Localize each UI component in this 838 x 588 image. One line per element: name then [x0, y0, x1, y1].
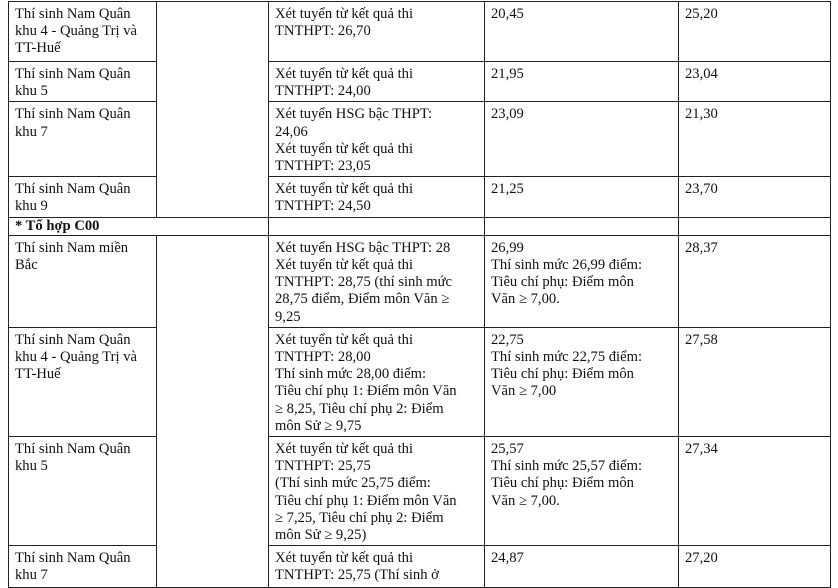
score-cell: 25,57 Thí sinh mức 25,57 điểm: Tiêu chí phụ: Điểm môn Văn ≥ 7,00.: [485, 437, 679, 546]
method-cell: Xét tuyển từ kết quả thi TNTHPT: 28,00 Thí sinh mức 28,00 điểm: Tiêu chí phụ 1: Điểm môn Văn ≥ 8,25, Tiêu chí phụ 2: Điểm môn Sử ≥ 9,75: [269, 327, 485, 436]
table-row: [9, 62, 831, 102]
score-cell: 27,20: [679, 546, 831, 588]
admission-score-table: [8, 1, 831, 588]
score-cell: 27,34: [679, 437, 831, 546]
table-row: [9, 437, 831, 546]
candidate-cell: Thí sinh Nam Quân khu 9: [9, 177, 157, 217]
candidate-cell: Thí sinh Nam Quân khu 7: [9, 102, 157, 177]
score-cell: 21,25: [485, 177, 679, 217]
score-cell: 24,87: [485, 546, 679, 588]
candidate-cell: Thí sinh Nam Quân khu 4 - Quảng Trị và TT-Huế: [9, 2, 157, 62]
candidate-cell: Thí sinh Nam Quân khu 7: [9, 546, 157, 588]
score-cell: 26,99 Thí sinh mức 26,99 điểm: Tiêu chí phụ: Điểm môn Văn ≥ 7,00.: [485, 235, 679, 327]
table-row: [9, 102, 831, 177]
candidate-cell: Thí sinh Nam Quân khu 5: [9, 62, 157, 102]
table-row: [9, 235, 831, 327]
group-heading: * Tổ hợp C00: [9, 217, 269, 235]
empty-cell: [679, 217, 831, 235]
candidate-cell: Thí sinh Nam Quân khu 5: [9, 437, 157, 546]
group-heading-row: [9, 217, 831, 235]
score-cell: 25,20: [679, 2, 831, 62]
table-row: [9, 2, 831, 62]
score-cell: 28,37: [679, 235, 831, 327]
candidate-cell: Thí sinh Nam Quân khu 4 - Quảng Trị và TT-Huế: [9, 327, 157, 436]
merged-empty-cell: [157, 235, 269, 587]
score-cell: 23,09: [485, 102, 679, 177]
score-cell: 21,95: [485, 62, 679, 102]
table-row: [9, 546, 831, 588]
table-row: [9, 177, 831, 217]
score-cell: 21,30: [679, 102, 831, 177]
empty-cell: [269, 217, 485, 235]
table-row: [9, 327, 831, 436]
method-cell: Xét tuyển HSG bậc THPT: 24,06 Xét tuyển từ kết quả thi TNTHPT: 23,05: [269, 102, 485, 177]
method-cell: Xét tuyển từ kết quả thi TNTHPT: 26,70: [269, 2, 485, 62]
candidate-cell: Thí sinh Nam miền Bắc: [9, 235, 157, 327]
score-cell: 23,70: [679, 177, 831, 217]
method-cell: Xét tuyển HSG bậc THPT: 28 Xét tuyển từ kết quả thi TNTHPT: 28,75 (thí sinh mức 28,75 điểm, Điểm môn Văn ≥ 9,25: [269, 235, 485, 327]
score-cell: 20,45: [485, 2, 679, 62]
method-cell: Xét tuyển từ kết quả thi TNTHPT: 25,75 (Thí sinh mức 25,75 điểm: Tiêu chí phụ 1: Điểm môn Văn ≥ 7,25, Tiêu chí phụ 2: Điểm môn Sử ≥ 9,25): [269, 437, 485, 546]
method-cell: Xét tuyển từ kết quả thi TNTHPT: 24,00: [269, 62, 485, 102]
empty-cell: [485, 217, 679, 235]
score-cell: 22,75 Thí sinh mức 22,75 điểm: Tiêu chí phụ: Điểm môn Văn ≥ 7,00: [485, 327, 679, 436]
method-cell: Xét tuyển từ kết quả thi TNTHPT: 25,75 (Thí sinh ở: [269, 546, 485, 588]
score-cell: 23,04: [679, 62, 831, 102]
score-cell: 27,58: [679, 327, 831, 436]
method-cell: Xét tuyển từ kết quả thi TNTHPT: 24,50: [269, 177, 485, 217]
merged-empty-cell: [157, 2, 269, 218]
